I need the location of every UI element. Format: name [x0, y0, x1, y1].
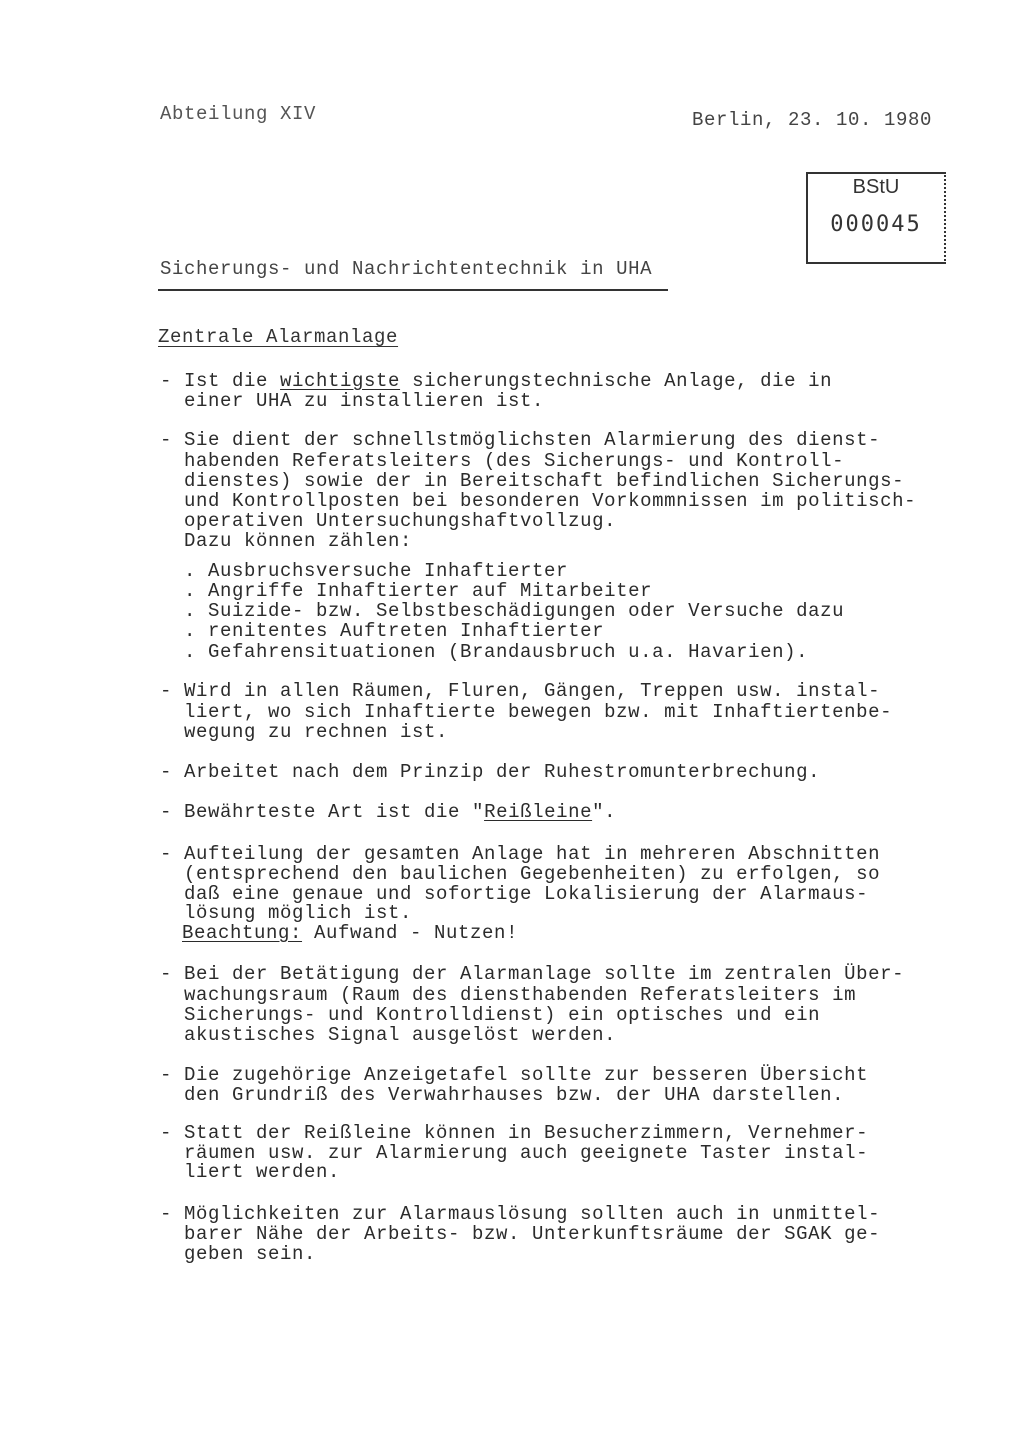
department-label: Abteilung XIV	[160, 103, 317, 125]
bullet-2-line-4: und Kontrollposten bei besonderen Vorkommnissen im politisch-	[160, 490, 917, 512]
stamp-label: BStU	[852, 176, 900, 198]
bullet-3-line-1: - Wird in allen Räumen, Fluren, Gängen, Treppen usw. instal-	[160, 680, 881, 702]
text-run: ".	[592, 801, 617, 823]
text-run: - Ist die	[160, 370, 281, 392]
bullet-8-line-1: - Die zugehörige Anzeigetafel sollte zur besseren Übersicht	[160, 1064, 869, 1086]
bullet-6-line-2: (entsprechend den baulichen Gegebenheiten) zu erfolgen, so	[160, 863, 881, 885]
stamp-number: 000045	[830, 212, 922, 237]
emphasis-reissleine: Reißleine	[484, 801, 593, 823]
text-run: - Bewährteste Art ist die "	[160, 801, 485, 823]
bullet-2-line-2: habenden Referatsleiters (des Sicherungs- und Kontroll-	[160, 450, 845, 472]
bullet-7-line-1: - Bei der Betätigung der Alarmanlage sollte im zentralen Über-	[160, 963, 905, 985]
bullet-7-line-4: akustisches Signal ausgelöst werden.	[160, 1024, 617, 1046]
bullet-2-line-5: operativen Untersuchungshaftvollzug.	[160, 510, 617, 532]
emphasis-wichtigste: wichtigste	[280, 370, 401, 392]
bullet-6-line-4: lösung möglich ist.	[160, 902, 413, 924]
bullet-7-line-3: Sicherungs- und Kontrolldienst) ein optisches und ein	[160, 1004, 821, 1026]
section-heading: Zentrale Alarmanlage	[158, 326, 399, 348]
bullet-2-line-3: dienstes) sowie der in Bereitschaft befindlichen Sicherungs-	[160, 470, 905, 492]
bullet-5	[160, 801, 616, 823]
archive-stamp	[806, 172, 946, 264]
bullet-10-line-2: barer Nähe der Arbeits- bzw. Unterkunftsräume der SGAK ge-	[160, 1223, 881, 1245]
sub-item-2: . Angriffe Inhaftierter auf Mitarbeiter	[160, 580, 653, 602]
bullet-9-line-1: - Statt der Reißleine können in Besucherzimmern, Vernehmer-	[160, 1122, 869, 1144]
bullet-1-line-1	[160, 370, 832, 392]
bullet-10-line-1: - Möglichkeiten zur Alarmauslösung sollten auch in unmittel-	[160, 1203, 881, 1225]
document-date: Berlin, 23. 10. 1980	[692, 109, 933, 131]
bullet-10-line-3: geben sein.	[160, 1243, 317, 1265]
note-text: Aufwand - Nutzen!	[302, 922, 519, 944]
document-title: Sicherungs- und Nachrichtentechnik in UHA	[160, 258, 653, 280]
bullet-7-line-2: wachungsraum (Raum des diensthabenden Referatsleiters im	[160, 984, 857, 1006]
title-underline	[158, 289, 668, 291]
sub-item-5: . Gefahrensituationen (Brandausbruch u.a. Havarien).	[160, 641, 809, 663]
sub-item-1: . Ausbruchsversuche Inhaftierter	[160, 560, 569, 582]
bullet-6-line-3: daß eine genaue und sofortige Lokalisierung der Alarmaus-	[160, 883, 869, 905]
sub-item-4: . renitentes Auftreten Inhaftierter	[160, 620, 605, 642]
note-label: Beachtung:	[182, 922, 303, 944]
bullet-6-line-1: - Aufteilung der gesamten Anlage hat in mehreren Abschnitten	[160, 843, 881, 865]
bullet-4: - Arbeitet nach dem Prinzip der Ruhestromunterbrechung.	[160, 761, 821, 783]
sub-item-3: . Suizide- bzw. Selbstbeschädigungen oder Versuche dazu	[160, 600, 845, 622]
bullet-3-line-3: wegung zu rechnen ist.	[160, 721, 449, 743]
bullet-8-line-2: den Grundriß des Verwahrhauses bzw. der UHA darstellen.	[160, 1084, 845, 1106]
bullet-9-line-3: liert werden.	[160, 1161, 341, 1183]
bullet-3-line-2: liert, wo sich Inhaftierte bewegen bzw. mit Inhaftiertenbe-	[160, 701, 893, 723]
text-run: sicherungstechnische Anlage, die in	[400, 370, 833, 392]
bullet-2-line-6: Dazu können zählen:	[160, 530, 413, 552]
bullet-2-line-1: - Sie dient der schnellstmöglichsten Alarmierung des dienst-	[160, 429, 881, 451]
bullet-6-note	[182, 922, 518, 944]
bullet-9-line-2: räumen usw. zur Alarmierung auch geeignete Taster instal-	[160, 1142, 869, 1164]
bullet-1-line-2: einer UHA zu installieren ist.	[160, 390, 545, 412]
